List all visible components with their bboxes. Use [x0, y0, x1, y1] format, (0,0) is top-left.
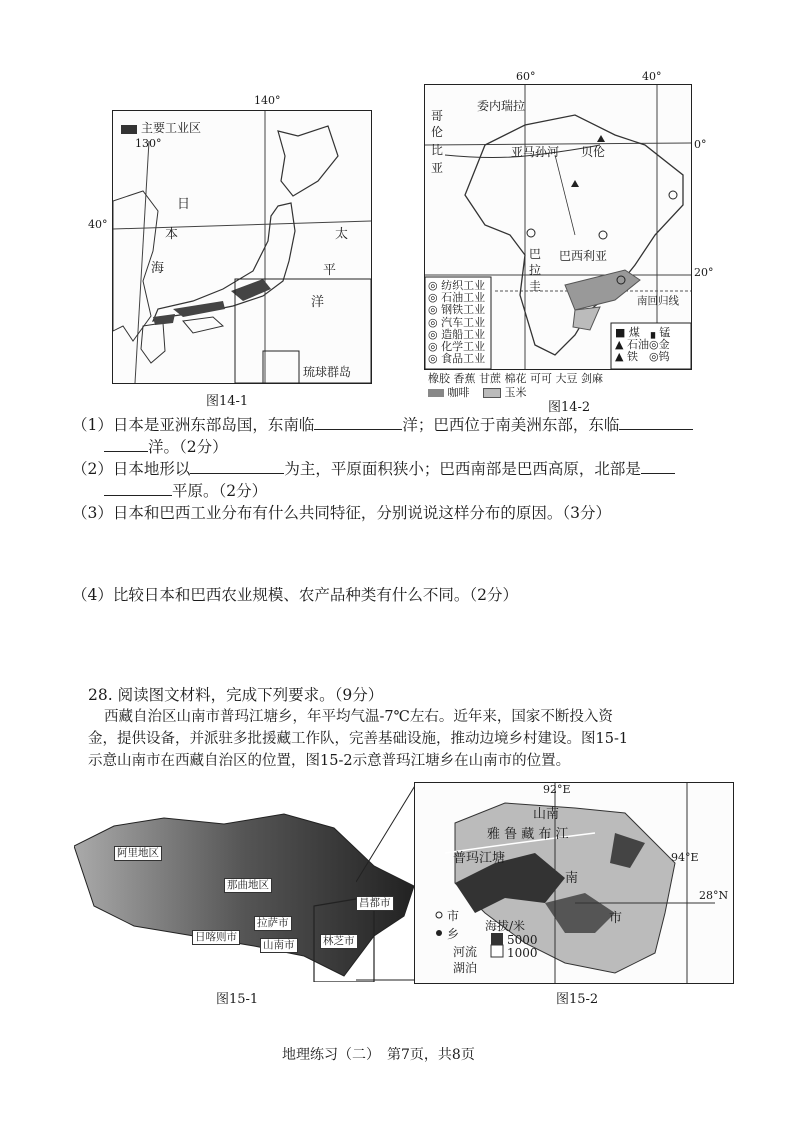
legend-manganese: 锰 [659, 326, 671, 339]
agri-legend-row-1: 橡胶 香蕉 甘蔗 棉花 可可 大豆 剑麻 [428, 372, 603, 385]
japan-map-drawing [113, 111, 371, 383]
legend-altitude-label: 海拔/米 [485, 919, 526, 933]
legend-textile: ◎ 纺织工业 [428, 279, 486, 292]
legend-river-label: 河流 [453, 945, 478, 959]
question-1-line-2: 洋。（2分） [104, 436, 228, 458]
legend-oil: 石油 [626, 338, 649, 352]
legend-food: ◎ 食品工业 [428, 352, 486, 366]
question-2-line-1: （2）日本地形以 为主，平原面积狭小；巴西南部是巴西高原，北部是 [72, 458, 675, 480]
zoom-connector-lines [356, 782, 416, 982]
ali-label: 阿里地区 [114, 846, 162, 861]
legend-tungsten: 钨 [658, 350, 670, 364]
nan-char-label: 南 [565, 871, 579, 886]
pacific-char-2: 平 [323, 263, 337, 278]
sea-of-japan-char-1: 日 [177, 197, 191, 212]
question-1-line-1: （1）日本是亚洲东部岛国，东南临 洋；巴西位于南美洲东部，东临 [72, 414, 693, 436]
answer-blank-1[interactable] [314, 414, 402, 430]
legend-altitude-high: 5000 [507, 933, 538, 947]
tropic-of-capricorn-label: 南回归线 [637, 295, 679, 307]
answer-blank-2[interactable] [619, 414, 693, 430]
legend-corn: 玉米 [504, 386, 527, 399]
sea-of-japan-char-3: 海 [151, 261, 165, 276]
legend-gold: 金 [658, 338, 670, 352]
belem-label: 贝伦 [581, 145, 606, 159]
question-28-title: 28. 阅读图文材料，完成下列要求。（9分） [88, 686, 384, 704]
naqu-label: 那曲地区 [224, 878, 272, 893]
figure-14-2-brazil-map [424, 84, 692, 370]
brazil-lat-0: 0° [694, 138, 707, 151]
figure-15-2-shannan-map [414, 782, 734, 984]
legend-lake-label: 湖泊 [453, 961, 478, 975]
pumajiangtang-label: 普玛江塘 [453, 851, 506, 866]
japan-legend-label: 主要工业区 [141, 121, 202, 135]
question-28-text-1: 西藏自治区山南市普玛江塘乡，年平均气温-7℃左右。近年来，国家不断投入资 [104, 709, 613, 725]
figure-15-2-caption: 图15-2 [556, 992, 599, 1007]
answer-blank-4b[interactable] [104, 480, 172, 496]
pacific-char-1: 太 [335, 227, 349, 242]
lon-94e-label: 94°E [671, 851, 699, 864]
figure-14-2-caption: 图14-2 [548, 400, 591, 415]
paraguay-char-2: 拉 [529, 263, 542, 277]
figure-15-1-caption: 图15-1 [216, 992, 259, 1007]
brasilia-label: 巴西利亚 [559, 249, 608, 263]
legend-town-label: 乡 [447, 927, 460, 941]
legend-shipbuilding: ◎ 造船工业 [428, 327, 486, 341]
qamdo-label: 昌都市 [356, 896, 394, 911]
agri-legend-row-2 [428, 384, 527, 400]
japan-lon-140: 140° [254, 94, 281, 107]
page-footer: 地理练习（二） 第7页，共8页 [282, 1047, 475, 1063]
shi-char-label: 市 [609, 911, 623, 926]
japan-lat-40-outer: 40° [88, 218, 108, 231]
lhasa-label: 拉萨市 [254, 916, 292, 931]
industry-legend [428, 280, 485, 365]
answer-blank-2b[interactable] [104, 436, 148, 452]
shannan-label: 山南市 [260, 938, 298, 953]
shannan-map-label: 山南 [533, 807, 560, 822]
brazil-lat-20: 20° [694, 266, 714, 279]
colombia-char-4: 亚 [431, 161, 444, 175]
answer-blank-3[interactable] [190, 458, 284, 474]
legend-coffee: 咖啡 [447, 386, 470, 399]
question-28-text-3: 示意山南市在西藏自治区的位置，图15-2示意普玛江塘乡在山南市的位置。 [88, 753, 571, 769]
japan-lon-130: 130° [135, 137, 162, 150]
question-3: （3）日本和巴西工业分布有什么共同特征，分别说说这样分布的原因。（3分） [72, 504, 611, 522]
paraguay-char-1: 巴 [529, 247, 542, 261]
nyingchi-label: 林芝市 [320, 934, 358, 949]
legend-iron: 铁 [626, 350, 638, 364]
venezuela-label: 委内瑞拉 [477, 99, 526, 113]
brazil-lon-40: 40° [642, 70, 662, 83]
paraguay-char-3: 圭 [529, 279, 542, 293]
yarlung-tsangpo-label: 雅 鲁 藏 布 江 [487, 827, 569, 842]
legend-coal: 煤 [628, 326, 640, 339]
pacific-char-3: 洋 [311, 295, 325, 310]
answer-blank-4[interactable] [641, 458, 675, 474]
amazon-river-label: 亚马孙河 [511, 145, 560, 159]
question-4: （4）比较日本和巴西农业规模、农产品种类有什么不同。（2分） [72, 586, 518, 604]
question-28-text-2: 金，提供设备，并派驻多批援藏工作队，完善基础设施，推动边境乡村建设。图15-1 [88, 731, 629, 747]
figure-14-1-japan-map [112, 110, 372, 384]
legend-altitude-low: 1000 [507, 946, 538, 960]
legend-city-label: 市 [447, 909, 460, 923]
figure-14-1-caption: 图14-1 [206, 394, 249, 409]
question-2-line-2: 平原。（2分） [104, 480, 267, 502]
legend-chemical: ◎ 化学工业 [428, 340, 486, 354]
mineral-legend: ■ 煤 ▖锰 ▲ 石油◎金 ▲ 铁 ◎钨 [615, 326, 671, 364]
colombia-char-2: 伦 [431, 125, 444, 139]
colombia-char-1: 哥 [431, 109, 444, 123]
colombia-char-3: 比 [431, 143, 444, 157]
sea-of-japan-char-2: 本 [165, 227, 179, 242]
legend-auto: ◎ 汽车工业 [428, 315, 486, 329]
lon-92e-label: 92°E [543, 783, 571, 796]
legend-steel: ◎ 钢铁工业 [428, 303, 486, 317]
ryukyu-inset-label: 琉球群岛 [303, 365, 352, 379]
lat-28n-label: 28°N [699, 889, 729, 902]
legend-petroleum: ◎ 石油工业 [428, 291, 486, 305]
shigatse-label: 日喀则市 [192, 930, 240, 945]
brazil-lon-60: 60° [516, 70, 536, 83]
